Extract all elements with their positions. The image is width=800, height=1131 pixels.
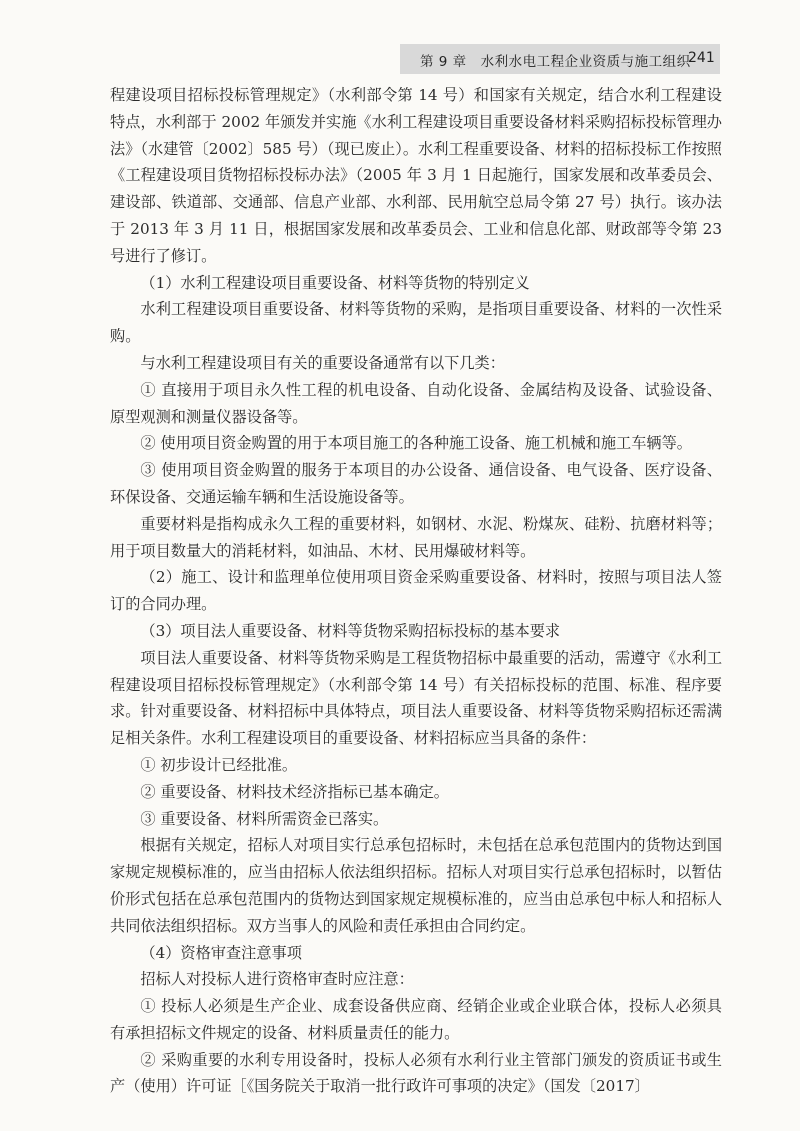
section-heading-3: （3）项目法人重要设备、材料等货物采购招标投标的基本要求 <box>140 621 561 640</box>
list-item: ③ 重要设备、材料所需资金已落实。 <box>140 809 389 828</box>
list-item: ① 初步设计已经批准。 <box>140 755 298 774</box>
paragraph: 项目法人重要设备、材料等货物采购是工程货物招标中最重要的活动，需遵守《水利工程建设项目招标投标管理规定》（水利部令第 14 号）有关招标投标的范围、标准、程序要求。针对重要设备、材料招标中具体特点，项目法人重要设备、材料等货物采购招标还需满足相关条件。水利工程建设项目的重要设备、材料招标应当具备的条件： <box>110 648 722 748</box>
paragraph: 重要材料是指构成永久工程的重要材料，如钢材、水泥、粉煤灰、硅粉、抗磨材料等；用于项目数量大的消耗材料，如油品、木材、民用爆破材料等。 <box>110 514 722 560</box>
paragraph-continuation: 程建设项目招标投标管理规定》（水利部令第 14 号）和国家有关规定，结合水利工程建设特点，水利部于 2002 年颁发并实施《水利工程建设项目重要设备材料采购招标投标管理办法》（水建管〔2002〕585 号）（现已废止）。水利工程重要设备、材料的招标投标工作按照《工程建设项目货物招标投标办法》（2005 年 3 月 1 日起施行，国家发展和改革委员会、建设部、铁道部、交通部、信息产业部、水利部、民用航空总局令第 27 号）执行。该办法于 2013 年 3 月 11 日，根据国家发展和改革委员会、工业和信息化部、财政部等令第 23 号进行了修订。 <box>110 86 722 265</box>
paragraph: 水利工程建设项目重要设备、材料等货物的采购，是指项目重要设备、材料的一次性采购。 <box>110 300 722 346</box>
section-heading-1: （1）水利工程建设项目重要设备、材料等货物的特别定义 <box>140 273 530 292</box>
paragraph: 与水利工程建设项目有关的重要设备通常有以下几类： <box>140 353 505 372</box>
paragraph: 招标人对投标人进行资格审查时应注意： <box>140 970 414 989</box>
list-item: ② 采购重要的水利专用设备时，投标人必须有水利行业主管部门颁发的资质证书或生产（使用）许可证［《国务院关于取消一批行政许可事项的决定》（国发〔2017〕 <box>110 1050 722 1096</box>
list-item: ② 重要设备、材料技术经济指标已基本确定。 <box>140 782 449 801</box>
chapter-title: 第 9 章 水利水电工程企业资质与施工组织 <box>420 54 691 70</box>
list-item: ③ 使用项目资金购置的服务于本项目的办公设备、通信设备、电气设备、医疗设备、环保设备、交通运输车辆和生活设施设备等。 <box>110 461 722 506</box>
paragraph: 根据有关规定，招标人对项目实行总承包招标时，未包括在总承包范围内的货物达到国家规定规模标准的，应当由招标人依法组织招标。招标人对项目实行总承包招标时，以暂估价形式包括在总承包范围内的货物达到国家规定规模标准的，应当由总承包中标人和招标人共同依法组织招标。双方当事人的风险和责任承担由合同约定。 <box>110 836 722 935</box>
body-text <box>110 82 722 1100</box>
list-item: ② 使用项目资金购置的用于本项目施工的各种施工设备、施工机械和施工车辆等。 <box>140 434 692 453</box>
running-header <box>0 44 800 74</box>
list-item: ① 投标人必须是生产企业、成套设备供应商、经销企业或企业联合体，投标人必须具有承担招标文件规定的设备、材料质量责任的能力。 <box>110 997 722 1042</box>
section-heading-4: （4）资格审查注意事项 <box>140 943 302 962</box>
list-item: ① 直接用于项目永久性工程的机电设备、自动化设备、金属结构及设备、试验设备、原型观测和测量仪器设备等。 <box>110 380 722 426</box>
page-number: 241 <box>688 50 715 66</box>
section-heading-2: （2）施工、设计和监理单位使用项目资金采购重要设备、材料时，按照与项目法人签订的合同办理。 <box>110 568 722 614</box>
